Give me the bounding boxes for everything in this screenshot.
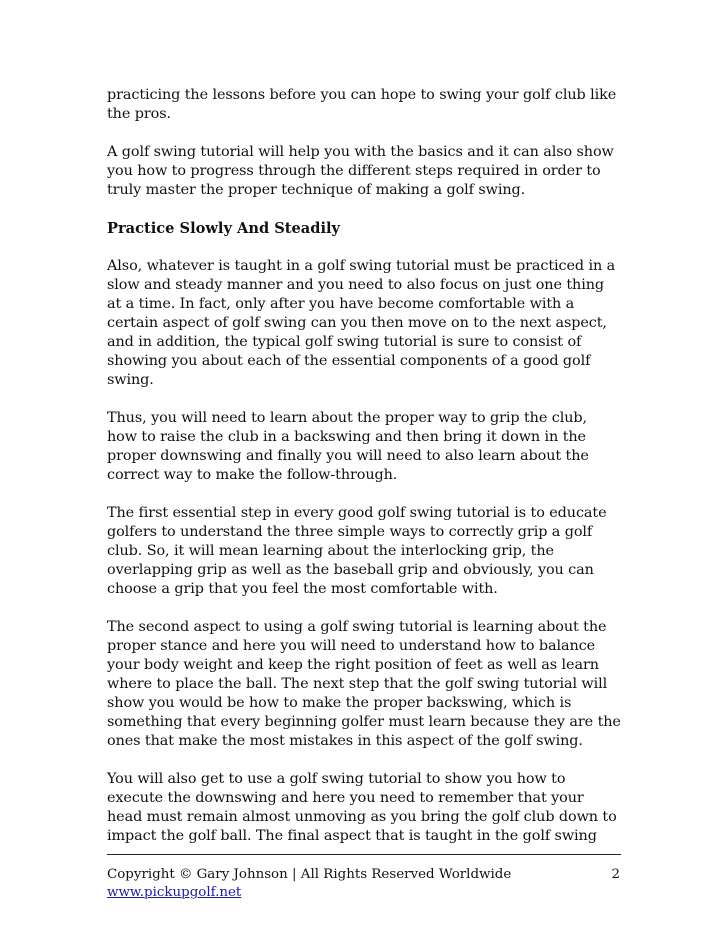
page-body xyxy=(107,86,621,865)
section-heading: Practice Slowly And Steadily xyxy=(107,220,341,237)
website-link[interactable]: www.pickupgolf.net xyxy=(107,885,242,900)
paragraph-stance: The second aspect to using a golf swing tutorial is learning about the proper stance and here you will need to understand how to balance your body weight and keep the right position of feet as well as learn where to place the ball. The next step that the golf swing tutorial will show you would be how to make the proper backswing, which is something that every beginning golfer must learn because they are the ones that make the most mistakes in this aspect of the golf swing. xyxy=(107,619,621,749)
footer-row xyxy=(107,866,621,884)
page-number: 2 xyxy=(611,867,620,882)
footer-divider xyxy=(107,854,621,855)
copyright-text: Copyright © Gary Johnson | All Rights Reserved Worldwide xyxy=(107,867,512,882)
paragraph-grip-types: The first essential step in every good golf swing tutorial is to educate golfers to understand the three simple ways to correctly grip a golf club. So, it will mean learning about the interlocking grip, the overlapping grip as well as the baseball grip and obviously, you can choose a grip that you feel the most comfortable with. xyxy=(107,505,607,597)
paragraph-intro: practicing the lessons before you can hope to swing your golf club like the pros. xyxy=(107,87,617,122)
paragraph-downswing: You will also get to use a golf swing tutorial to show you how to execute the downswing and here you need to remember that your head must remain almost unmoving as you bring the golf club down to impact the golf ball. The final aspect that is taught in the golf swing xyxy=(107,771,617,844)
paragraph-slow-steady: Also, whatever is taught in a golf swing tutorial must be practiced in a slow and steady manner and you need to also focus on just one thing at a time. In fact, only after you have become comfortable with a certain aspect of golf swing can you then move on to the next aspect, and in addition, the typical golf swing tutorial is sure to consist of showing you about each of the essential components of a good golf swing. xyxy=(107,258,616,388)
paragraph-tutorial-basics: A golf swing tutorial will help you with the basics and it can also show you how to progress through the different steps required in order to truly master the proper technique of making a golf swing. xyxy=(107,144,614,198)
paragraph-grip-backswing: Thus, you will need to learn about the proper way to grip the club, how to raise the club in a backswing and then bring it down in the proper downswing and finally you will need to also learn about the correct way to make the follow-through. xyxy=(107,410,589,483)
page-footer xyxy=(107,854,621,902)
